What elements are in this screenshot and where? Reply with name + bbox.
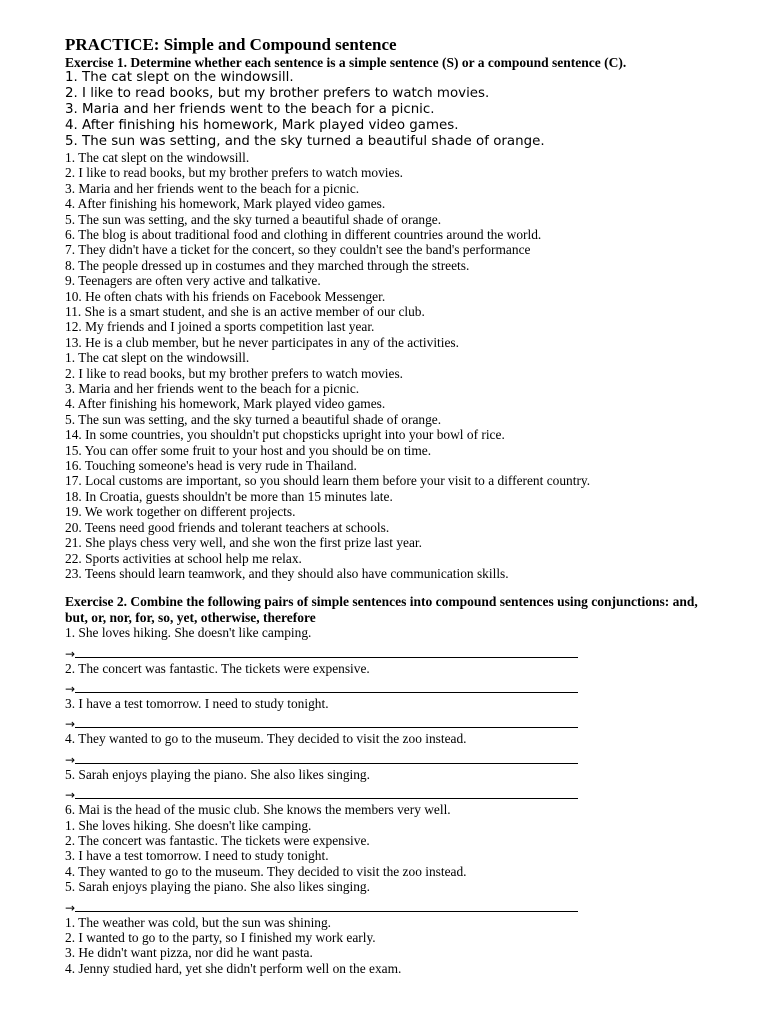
answer-line[interactable] (75, 785, 578, 799)
list-item: 19. We work together on different projects. (65, 504, 296, 520)
sentence-pair: 2. The concert was fantastic. The tickets were expensive. (65, 660, 370, 676)
answer-row[interactable] (65, 711, 715, 731)
answer-row[interactable] (65, 895, 715, 915)
list-item: 16. Touching someone's head is very rude in Thailand. (65, 458, 357, 474)
list-item: 5. The sun was setting, and the sky turned a beautiful shade of orange. (65, 411, 442, 427)
sentence-pair: 2. The concert was fantastic. The tickets were expensive. (65, 832, 370, 848)
exercise-2-heading: Exercise 2. Combine the following pairs of simple sentences into compound sentences using conjunctions: and, but, or, nor, for, so, yet, otherwise, therefore (65, 594, 698, 625)
worksheet-page (65, 35, 715, 976)
section-spacer (65, 581, 715, 594)
list-item: 20. Teens need good friends and tolerant teachers at schools. (65, 519, 390, 535)
sentence-pair: 4. They wanted to go to the museum. They decided to visit the zoo instead. (65, 731, 467, 747)
list-item: 2. I like to read books, but my brother prefers to watch movies. (65, 86, 490, 102)
list-item: 1. The cat slept on the windowsill. (65, 149, 250, 165)
sentence-pair: 6. Mai is the head of the music club. She knows the members very well. (65, 802, 451, 818)
list-item: 4. After finishing his homework, Mark played video games. (65, 396, 386, 412)
list-item: 7. They didn't have a ticket for the concert, so they couldn't see the band's performance (65, 242, 531, 258)
list-item: 4. After finishing his homework, Mark played video games. (65, 196, 386, 212)
list-item: 6. The blog is about traditional food and clothing in different countries around the world. (65, 226, 542, 242)
list-item: 22. Sports activities at school help me relax. (65, 550, 302, 566)
answer-row[interactable] (65, 782, 715, 802)
list-item: 23. Teens should learn teamwork, and they should also have communication skills. (65, 565, 509, 581)
exercise-1-list (65, 150, 715, 581)
example-sentence: 3. He didn't want pizza, nor did he want pasta. (65, 945, 313, 961)
list-item: 14. In some countries, you shouldn't put chopsticks upright into your bowl of rice. (65, 427, 505, 443)
arrow-right-icon: → (65, 717, 76, 732)
list-item: 2. I like to read books, but my brother prefers to watch movies. (65, 365, 404, 381)
list-item: 15. You can offer some fruit to your host and you should be on time. (65, 442, 432, 458)
list-item: 3. Maria and her friends went to the beach for a picnic. (65, 180, 360, 196)
answer-line[interactable] (75, 898, 578, 912)
list-item: 17. Local customs are important, so you should learn them before your visit to a different country. (65, 473, 591, 489)
arrow-right-icon: → (65, 900, 76, 915)
list-item: 11. She is a smart student, and she is an active member of our club. (65, 304, 425, 319)
list-item: 13. He is a club member, but he never participates in any of the activities. (65, 334, 459, 350)
list-item: 1. The cat slept on the windowsill. (65, 350, 250, 366)
answer-line[interactable] (75, 714, 578, 728)
list-item: 3. Maria and her friends went to the beach for a picnic. (65, 381, 360, 397)
example-sentence: 1. The weather was cold, but the sun was shining. (65, 914, 332, 930)
sentence-pair: 3. I have a test tomorrow. I need to study tonight. (65, 848, 329, 864)
exercise-1-heading: Exercise 1. Determine whether each sentence is a simple sentence (S) or a compound sentence (C). (65, 55, 627, 70)
arrow-right-icon: → (65, 788, 76, 803)
list-item: 21. She plays chess very well, and she won the first prize last year. (65, 535, 422, 551)
sentence-pair: 3. I have a test tomorrow. I need to study tonight. (65, 695, 329, 711)
arrow-right-icon: → (65, 752, 76, 767)
list-item: 10. He often chats with his friends on Facebook Messenger. (65, 288, 386, 304)
exercise-2-pairs (65, 625, 715, 976)
answer-line[interactable] (75, 750, 578, 764)
list-item: 3. Maria and her friends went to the beach for a picnic. (65, 102, 435, 118)
sentence-pair: 5. Sarah enjoys playing the piano. She also likes singing. (65, 879, 370, 895)
example-sentence: 4. Jenny studied hard, yet she didn't perform well on the exam. (65, 960, 402, 976)
page-title: PRACTICE: Simple and Compound sentence (65, 35, 397, 54)
exercise-1-sans-list (65, 70, 715, 150)
list-item: 5. The sun was setting, and the sky turned a beautiful shade of orange. (65, 211, 442, 227)
list-item: 18. In Croatia, guests shouldn't be more than 15 minutes late. (65, 488, 393, 504)
sentence-pair: 4. They wanted to go to the museum. They decided to visit the zoo instead. (65, 863, 467, 879)
answer-line[interactable] (75, 679, 578, 693)
answer-row[interactable] (65, 676, 715, 696)
sentence-pair: 1. She loves hiking. She doesn't like camping. (65, 625, 312, 641)
answer-line[interactable] (75, 644, 578, 658)
example-sentence: 2. I wanted to go to the party, so I finished my work early. (65, 930, 376, 945)
answer-row[interactable] (65, 641, 715, 661)
list-item: 9. Teenagers are often very active and talkative. (65, 273, 321, 289)
list-item: 1. The cat slept on the windowsill. (65, 70, 294, 86)
sentence-pair: 5. Sarah enjoys playing the piano. She also likes singing. (65, 766, 370, 782)
list-item: 5. The sun was setting, and the sky turned a beautiful shade of orange. (65, 134, 545, 150)
answer-row[interactable] (65, 747, 715, 767)
list-item: 12. My friends and I joined a sports competition last year. (65, 319, 375, 335)
list-item: 2. I like to read books, but my brother prefers to watch movies. (65, 165, 404, 181)
arrow-right-icon: → (65, 681, 76, 696)
list-item: 4. After finishing his homework, Mark played video games. (65, 118, 459, 134)
arrow-right-icon: → (65, 646, 76, 661)
list-item: 8. The people dressed up in costumes and they marched through the streets. (65, 257, 470, 273)
sentence-pair: 1. She loves hiking. She doesn't like camping. (65, 817, 312, 833)
